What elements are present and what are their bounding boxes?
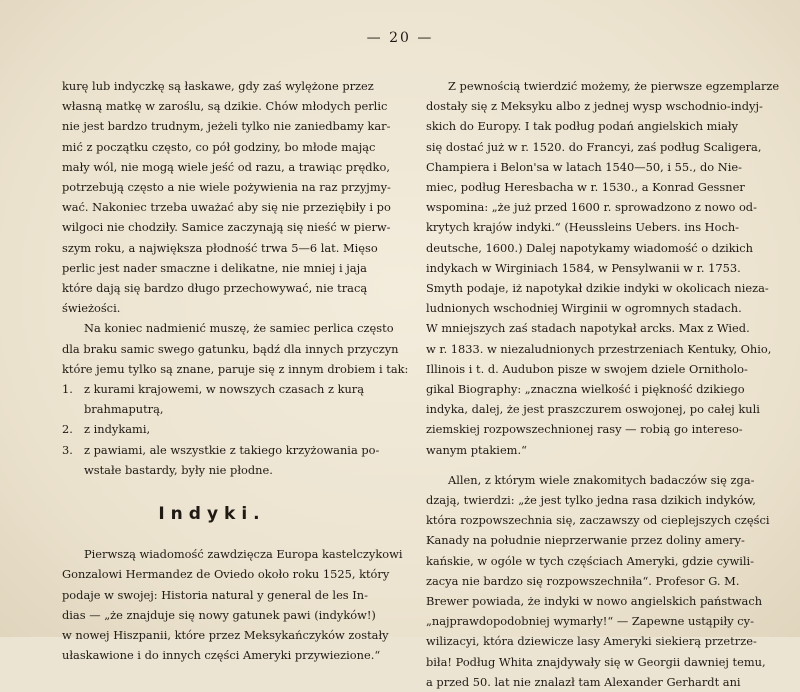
text-line: które jemu tylko są znane, paruje się z innym drobiem i tak: <box>62 361 409 376</box>
text-line: świeżości. <box>62 301 121 316</box>
text-line: indykach w Wirginiach 1584, w Pensylwanii w r. 1753. <box>426 260 741 275</box>
text-line: dostały się z Meksyku albo z jednej wysp wschodnio-indyj- <box>426 99 763 114</box>
paragraph-crossbreeding <box>62 318 409 379</box>
text-line: dzają, twierdzi: „że jest tylko jedna rasa dzikich indyków, <box>426 493 756 508</box>
list-item <box>62 440 380 480</box>
text-line: Kanady na południe nieprzerwanie przez doliny amery- <box>426 533 745 548</box>
text-line: wanym ptakiem.“ <box>426 442 527 457</box>
text-line: „najprawdopodobniej wymarły!“ — Zapewne ustąpiły cy- <box>426 614 754 629</box>
list-number: 3. <box>62 442 73 457</box>
paragraph-perlic-care <box>62 76 391 318</box>
text-line: wspomina: „że już przed 1600 r. sprowadzono z nowo od- <box>426 200 757 215</box>
list-number: 1. <box>62 382 73 397</box>
text-line: dla braku samic swego gatunku, bądź dla innych przyczyn <box>62 341 399 356</box>
text-line: kańskie, w ogóle w tych częściach Ameryki, gdzie cywili- <box>426 553 754 568</box>
text-line: Gonzalowi Hermandez de Oviedo około roku 1525, który <box>62 567 390 582</box>
list-item-text: brahmaputrą, <box>84 402 164 417</box>
text-line: biła! Podług Whita znajdywały się w Georgii dawniej temu, <box>426 654 766 669</box>
list-item-text: z kurami krajowemi, w nowszych czasach z kurą <box>84 382 365 397</box>
text-line: potrzebują często a nie wiele pożywienia na raz przyjmy- <box>62 180 391 195</box>
text-line: ułaskawione i do innych części Ameryki przywiezione.“ <box>62 648 381 663</box>
paragraph-first-mention <box>62 544 403 665</box>
paragraph-introduction-europe <box>426 76 780 460</box>
text-line: szym roku, a największa płodność trwa 5—6 lat. Mięso <box>62 240 378 255</box>
text-line: w r. 1833. w niezaludnionych przestrzeniach Kentuky, Ohio, <box>426 341 772 356</box>
left-column <box>62 76 409 665</box>
text-line: własną matkę w zaroślu, są dzikie. Chów młodych perlic <box>62 99 388 114</box>
text-line: wać. Nakoniec trzeba uważać aby się nie przeziębiły i po <box>62 200 391 215</box>
text-line: Smyth podaje, iż napotykał dzikie indyki w okolicach nieza- <box>426 281 769 296</box>
text-line: kurę lub indyczkę są łaskawe, gdy zaś wylężone przez <box>62 79 374 93</box>
list-item-text: z indykami, <box>84 422 151 437</box>
text-line: Champiera i Belon'sa w latach 1540—50, i 55., do Nie- <box>426 159 742 174</box>
text-line: indyka, dalej, że jest praszczurem oswojonej, po całej kuli <box>426 402 760 417</box>
paragraph-allen-wild-turkeys <box>426 470 770 692</box>
list-item <box>62 379 365 419</box>
text-line: ziemskiej rozpowszechnionej rasy — robią go intereso- <box>426 422 743 437</box>
text-line: perlic jest nader smaczne i delikatne, nie mniej i jaja <box>62 260 367 275</box>
text-line: która rozpowszechnia się, zaczawszy od cieplejszych części <box>426 513 770 528</box>
text-line: deutsche, 1600.) Dalej napotykamy wiadomość o dzikich <box>426 240 753 255</box>
text-line: krytych krajów indyki.“ (Heussleins Uebers. ins Hoch- <box>426 220 740 235</box>
text-line: wilgoci nie chodziły. Samice zaczynają się nieść w pierw- <box>62 220 391 235</box>
text-line: Illinois i t. d. Audubon pisze w swojem dziele Ornitholo- <box>426 361 748 376</box>
text-line: Pierwszą wiadomość zawdzięcza Europa kastelczykowi <box>84 547 403 562</box>
text-line: zacya nie bardzo się rozpowszechniła“. Profesor G. M. <box>426 573 740 588</box>
text-line: Na koniec nadmienić muszę, że samiec perlica często <box>84 321 394 336</box>
text-line: które dają się bardzo długo przechowywać, nie tracą <box>62 281 368 296</box>
text-line: gikal Biography: „znaczna wielkość i piękność dzikiego <box>426 382 745 397</box>
text-line: W mniejszych zaś stadach napotykał arcks. Max z Wied. <box>426 321 750 336</box>
text-line: a przed 50. lat nie znalazł tam Alexander Gerhardt ani <box>426 674 741 689</box>
text-line: miec, podług Heresbacha w r. 1530., a Konrad Gessner <box>426 180 745 195</box>
text-line: mić z początku często, co pół godziny, bo młode mając <box>62 139 376 154</box>
text-line: Allen, z którym wiele znakomitych badaczów się zga- <box>448 472 755 487</box>
section-heading-indyki: Indyki. <box>158 504 266 525</box>
crossbreeding-list <box>62 379 380 480</box>
page-number: — 20 — <box>366 30 434 46</box>
text-line: ludnionych wschodniej Wirginii w ogromnych stadach. <box>426 301 742 316</box>
text-line: się dostać już w r. 1520. do Francyi, zaś podług Scaligera, <box>426 139 762 154</box>
list-number: 2. <box>62 422 73 437</box>
text-line: skich do Europy. I tak podług podań angielskich miały <box>426 119 739 134</box>
text-line: podaje w swojej: Historia natural y general de les In- <box>62 587 368 602</box>
text-line: wilizacyi, która dziewicze lasy Ameryki siekierą przetrze- <box>426 634 757 649</box>
text-line: Brewer powiada, że indyki w nowo angielskich państwach <box>426 594 763 609</box>
list-item <box>62 419 362 439</box>
text-line: mały wól, nie mogą wiele jeść od razu, a trawiąc prędko, <box>62 159 390 174</box>
list-item-text: z pawiami, ale wszystkie z takiego krzyżowania po- <box>84 442 380 457</box>
text-line: dias — „że znajduje się nowy gatunek pawi (indyków!) <box>62 607 376 622</box>
list-item-text: wstałe bastardy, były nie płodne. <box>84 462 273 477</box>
right-column <box>426 76 780 692</box>
text-line: Z pewnością twierdzić możemy, że pierwsze egzemplarze <box>448 79 780 93</box>
text-line: nie jest bardzo trudnym, jeżeli tylko nie zaniedbamy kar- <box>62 119 391 134</box>
text-line: w nowej Hiszpanii, które przez Meksykańczyków zostały <box>62 628 389 643</box>
